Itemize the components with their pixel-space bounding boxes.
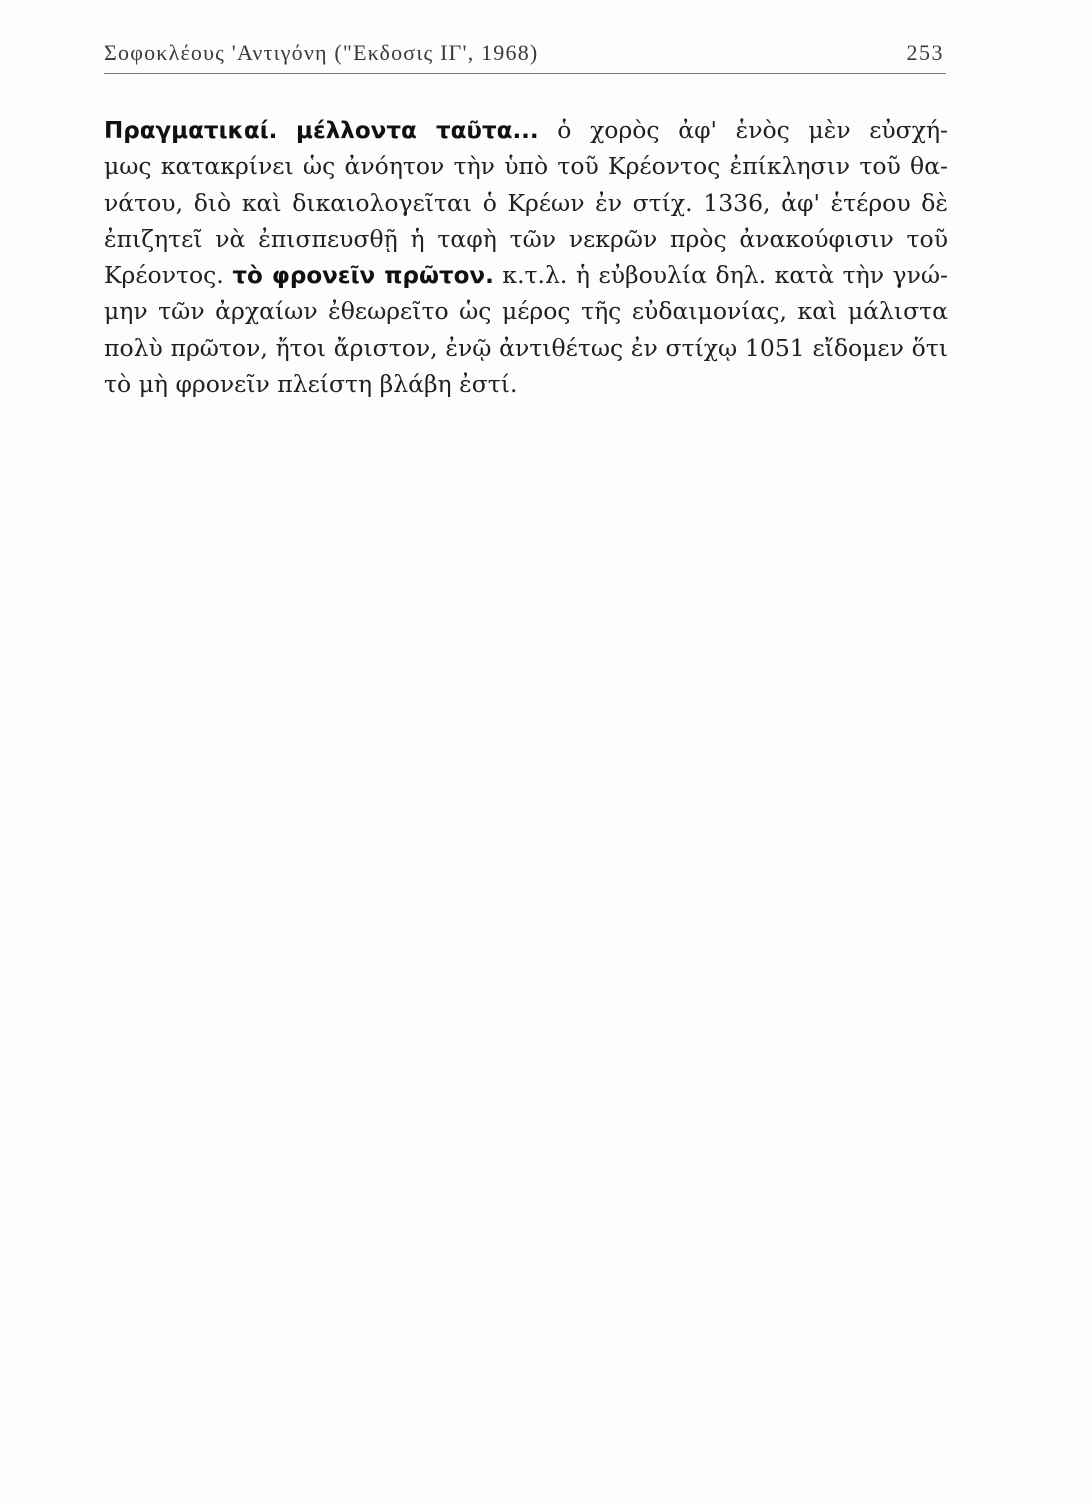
running-head <box>104 40 948 70</box>
line-1-text: ὁ χορὸς ἀφ' ἑνὸς μὲν εὐσχή- <box>557 116 948 144</box>
text-line-2: μως κατακρίνει ὡς ἀνόητον τὴν ὑπὸ τοῦ Κρέοντος ἐπίκλησιν τοῦ θα- <box>104 152 948 181</box>
text-line-3: νάτου, διὸ καὶ δικαιολογεῖται ὁ Κρέων ἐν στίχ. 1336, ἀφ' ἑτέρου δὲ <box>104 188 948 217</box>
page-number: 253 <box>906 40 944 65</box>
lemma-to-fronein-proton: τὸ φρονεῖν πρῶτον. <box>232 263 494 290</box>
lemma-pragmatikai: Πραγματικαί. <box>104 118 278 144</box>
running-title: Σοφοκλέους 'Αντιγόνη ("Εκδοσις ΙΓ', 1968) <box>104 40 539 65</box>
text-line-8: τὸ μὴ φρονεῖν πλείστη βλάβη ἐστί. <box>104 370 518 399</box>
line-5-text: κ.τ.λ. ἡ εὐβουλία δηλ. κατὰ τὴν γνώ- <box>502 261 948 290</box>
text-line-6: μην τῶν ἀρχαίων ἐθεωρεῖτο ὡς μέρος τῆς εὐδαιμονίας, καὶ μάλιστα <box>104 297 948 326</box>
header-rule <box>104 73 946 74</box>
line-5-lead: Κρέοντος. <box>104 261 224 290</box>
lemma-mellonta-tauta: μέλλοντα ταῦτα... <box>296 118 539 144</box>
text-line-5 <box>104 257 948 293</box>
commentary-paragraph <box>104 112 948 402</box>
text-line-1 <box>104 112 948 148</box>
text-line-7: πολὺ πρῶτον, ἤτοι ἄριστον, ἐνῷ ἀντιθέτως ἐν στίχῳ 1051 εἴδομεν ὅτι <box>104 333 948 362</box>
text-line-4: ἐπιζητεῖ νὰ ἐπισπευσθῇ ἡ ταφὴ τῶν νεκρῶν πρὸς ἀνακούφισιν τοῦ <box>104 224 948 253</box>
